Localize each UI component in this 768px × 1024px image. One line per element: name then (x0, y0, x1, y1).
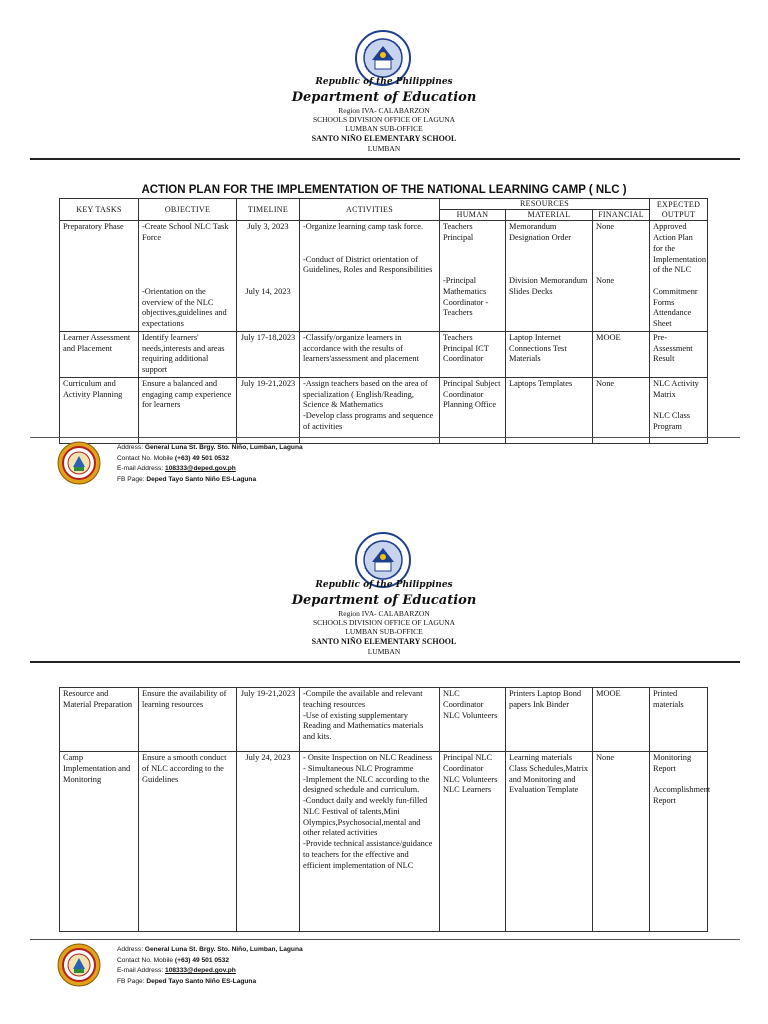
email-link[interactable]: 108333@deped.gov.ph (165, 465, 236, 472)
table-header-row (60, 199, 708, 210)
suboffice-text: LUMBAN SUB-OFFICE (345, 627, 423, 636)
human-cell: Teachers Principal ICT Coordinator (440, 331, 506, 377)
table-row (60, 752, 708, 932)
financial-cell: MOOE (593, 331, 650, 377)
address-text: General Luna St. Brgy. Sto. Niño, Lumban, Laguna (144, 946, 303, 953)
column-header: TIMELINE (237, 199, 300, 221)
town-text: LUMBAN (367, 144, 401, 153)
material-cell: Laptop Internet Connections Test Materials (506, 331, 593, 377)
document-title: ACTION PLAN FOR THE IMPLEMENTATION OF THE NATIONAL LEARNING CAMP ( NLC ) (141, 184, 627, 196)
column-header: OBJECTIVE (139, 199, 237, 221)
material-cell: Learning materials Class Schedules,Matrix and Monitoring and Evaluation Template (506, 752, 593, 932)
activities-cell: -Classify/organize learners in accordance with the results of learners'assessment and placement (300, 331, 440, 377)
column-header: ACTIVITIES (300, 199, 440, 221)
timeline-cell: July 3, 2023 July 14, 2023 (237, 221, 300, 332)
financial-cell: None (593, 377, 650, 443)
action-plan-table-continued (59, 687, 711, 932)
objective-cell: Ensure the availability of learning resources (139, 688, 237, 752)
output-cell: Monitoring Report Accomplishment Report (650, 752, 708, 932)
contact-label: Contact No. Mobile (117, 956, 174, 964)
address-text: General Luna St. Brgy. Sto. Niño, Lumban, Laguna (144, 444, 303, 451)
activities-cell: -Assign teachers based on the area of specialization ( English/Reading, Science & Mathematics -Develop class programs and sequence of activities (300, 377, 440, 443)
activities-cell: -Compile the available and relevant teaching resources -Use of existing supplementary Reading and Mathematics materials and kits. (300, 688, 440, 752)
email-label: E-mail Address: (117, 967, 164, 974)
town-text: LUMBAN (367, 647, 401, 656)
page-1 (0, 0, 768, 505)
column-header: EXPECTED OUTPUT (650, 199, 708, 221)
footer-rule (30, 939, 740, 940)
objective-cell: Ensure a balanced and engaging camp experience for learners (139, 377, 237, 443)
contact-text: (+63) 49 501 0532 (174, 454, 229, 462)
footer-rule (30, 437, 740, 438)
material-cell: Laptops Templates (506, 377, 593, 443)
table-row (60, 688, 708, 752)
activities-cell: -Organize learning camp task force. -Conduct of District orientation of Guidelines, Roles and Responsibilities (300, 221, 440, 332)
division-text: SCHOOLS DIVISION OFFICE OF LAGUNA (312, 618, 456, 627)
email-label: E-mail Address: (117, 465, 164, 472)
financial-cell: MOOE (593, 688, 650, 752)
key-task-cell: Curriculum and Activity Planning (60, 377, 139, 443)
column-header: KEY TASKS (60, 199, 139, 221)
header-rule (30, 158, 740, 160)
action-plan-table (59, 198, 708, 444)
output-cell: Pre-Assessment Result (650, 331, 708, 377)
department-text: Department of Education (291, 90, 477, 105)
fb-text: Deped Tayo Santo Niño ES-Laguna (146, 977, 257, 985)
republic-text: Republic of the Philippines (315, 580, 453, 590)
human-cell: NLC Coordinator NLC Volunteers (440, 688, 506, 752)
email-link[interactable]: 108333@deped.gov.ph (165, 967, 236, 974)
school-seal-icon (57, 943, 101, 987)
contact-text: (+63) 49 501 0532 (174, 956, 229, 964)
suboffice-text: LUMBAN SUB-OFFICE (345, 124, 423, 133)
region-text: Region IVA- CALABARZON (338, 106, 430, 115)
human-cell: Teachers Principal -Principal Mathematics Coordinator -Teachers (440, 221, 506, 332)
objective-cell: Identify learners' needs,interests and areas requiring additional support (139, 331, 237, 377)
school-text: SANTO NIÑO ELEMENTARY SCHOOL (311, 637, 457, 646)
financial-cell: None (593, 752, 650, 932)
key-task-cell: Learner Assessment and Placement (60, 331, 139, 377)
fb-text: Deped Tayo Santo Niño ES-Laguna (146, 475, 257, 483)
page-2 (0, 505, 768, 1024)
school-seal-icon (57, 441, 101, 485)
timeline-cell: July 19-21,2023 (237, 688, 300, 752)
department-text: Department of Education (291, 593, 477, 608)
output-cell: NLC Activity Matrix NLC Class Program (650, 377, 708, 443)
timeline-cell: July 19-21,2023 (237, 377, 300, 443)
footer-contact (117, 945, 303, 987)
column-header: RESOURCES (440, 199, 650, 210)
output-cell: Printed materials (650, 688, 708, 752)
objective-cell: Ensure a smooth conduct of NLC according to the Guidelines (139, 752, 237, 932)
human-cell: Principal NLC Coordinator NLC Volunteers NLC Learners (440, 752, 506, 932)
financial-cell: None None (593, 221, 650, 332)
activities-cell: - Onsite Inspection on NLC Readiness - Simultaneous NLC Programme -Implement the NLC according to the designed schedule and curriculum. -Conduct daily and weekly fun-filled NLC Festival of talents,Mini Olympics,Psychosocial,mental and other related activities -Provide technical assistance/guidance to teachers for the effective and efficient implementation of NLC (300, 752, 440, 932)
key-task-cell: Preparatory Phase (60, 221, 139, 332)
column-header: MATERIAL (506, 210, 593, 221)
republic-text: Republic of the Philippines (315, 77, 453, 87)
material-cell: Memorandum Designation Order Division Memorandum Slides Decks (506, 221, 593, 332)
address-label: Address: (117, 444, 144, 451)
table-row (60, 331, 708, 377)
human-cell: Principal Subject Coordinator Planning Office (440, 377, 506, 443)
timeline-cell: July 24, 2023 (237, 752, 300, 932)
objective-cell: -Create School NLC Task Force -Orientation on the overview of the NLC objectives,guidelines and expectations (139, 221, 237, 332)
contact-label: Contact No. Mobile (117, 454, 174, 462)
key-task-cell: Resource and Material Preparation (60, 688, 139, 752)
table-row (60, 221, 708, 332)
key-task-cell: Camp Implementation and Monitoring (60, 752, 139, 932)
material-cell: Printers Laptop Bond papers Ink Binder (506, 688, 593, 752)
division-text: SCHOOLS DIVISION OFFICE OF LAGUNA (312, 115, 456, 124)
address-label: Address: (117, 946, 144, 953)
table-row (60, 377, 708, 443)
fb-label: FB Page: (117, 977, 145, 985)
output-cell: Approved Action Plan for the Implementation of the NLC Commitmenr Forms Attendance Sheet (650, 221, 708, 332)
footer-contact (117, 443, 303, 485)
region-text: Region IVA- CALABARZON (338, 609, 430, 618)
header-rule (30, 661, 740, 663)
column-header: FINANCIAL (593, 210, 650, 221)
fb-label: FB Page: (117, 475, 145, 483)
column-header: HUMAN (440, 210, 506, 221)
timeline-cell: July 17-18,2023 (237, 331, 300, 377)
school-text: SANTO NIÑO ELEMENTARY SCHOOL (311, 134, 457, 143)
